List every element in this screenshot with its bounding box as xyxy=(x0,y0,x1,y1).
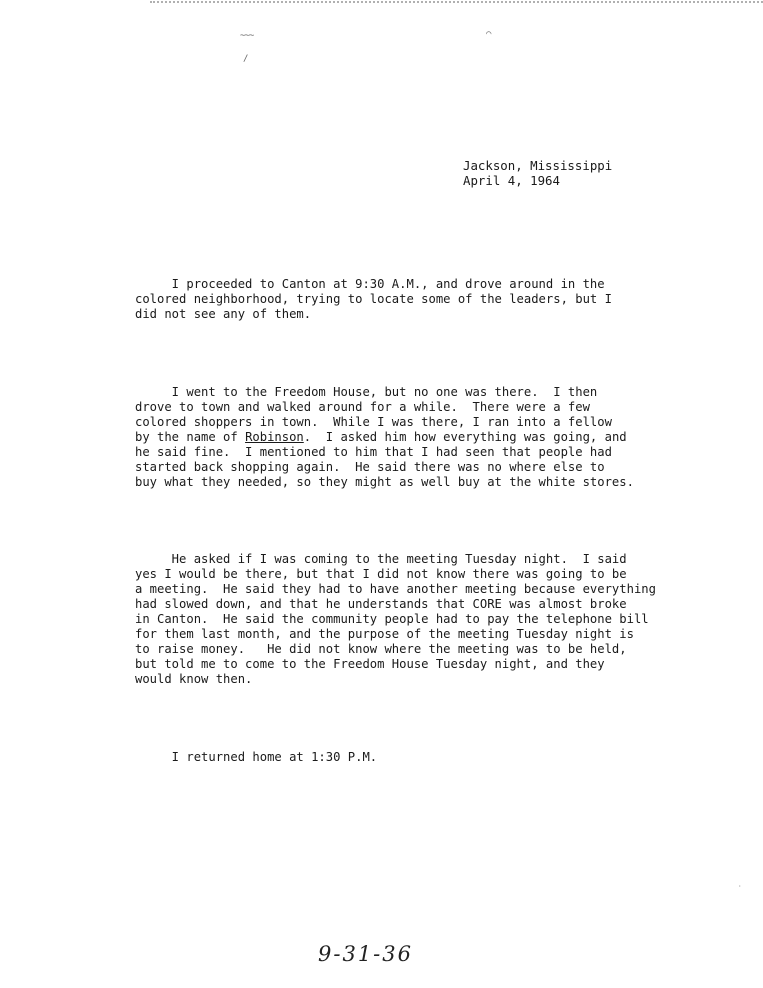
text-fragment: . I asked him how everything was going, and xyxy=(303,430,627,444)
scan-speck: ⌒ xyxy=(486,29,492,39)
text-line: yes I would be there, but that I did not know there was going to be xyxy=(135,567,627,581)
text-fragment: by the name of xyxy=(135,430,246,444)
letter-body xyxy=(135,247,695,780)
page-top-border xyxy=(150,1,763,3)
paragraph xyxy=(135,552,695,687)
dateline-city: Jackson, Mississippi xyxy=(463,158,613,173)
text-line: I went to the Freedom House, but no one was there. I then xyxy=(135,385,598,399)
text-line: for them last month, and the purpose of the meeting Tuesday night is xyxy=(135,627,634,641)
paragraph xyxy=(135,277,695,322)
text-line: colored neighborhood, trying to locate some of the leaders, but I xyxy=(135,292,612,306)
text-line: He asked if I was coming to the meeting Tuesday night. I said xyxy=(135,552,627,566)
scan-speck: / xyxy=(243,54,249,64)
text-line: he said fine. I mentioned to him that I had seen that people had xyxy=(135,445,612,459)
text-line: drove to town and walked around for a while. There were a few xyxy=(135,400,590,414)
text-line: in Canton. He said the community people had to pay the telephone bill xyxy=(135,612,649,626)
text-line: had slowed down, and that he understands that CORE was almost broke xyxy=(135,597,627,611)
text-line: would know then. xyxy=(135,672,253,686)
text-line: a meeting. He said they had to have another meeting because everything xyxy=(135,582,656,596)
text-line: did not see any of them. xyxy=(135,307,312,321)
text-line: colored shoppers in town. While I was there, I ran into a fellow xyxy=(135,415,612,429)
text-line: started back shopping again. He said there was no where else to xyxy=(135,460,605,474)
dateline xyxy=(463,158,612,188)
text-line: but told me to come to the Freedom House Tuesday night, and they xyxy=(135,657,605,671)
underlined-name: Robinson xyxy=(245,430,304,444)
text-line: I returned home at 1:30 P.M. xyxy=(135,750,378,764)
handwritten-file-number: 9-31-36 xyxy=(318,942,413,966)
scan-speck: · xyxy=(738,883,742,890)
scan-speck: ~~~ xyxy=(240,31,254,41)
paragraph xyxy=(135,385,695,490)
text-line: to raise money. He did not know where the meeting was to be held, xyxy=(135,642,627,656)
text-line: buy what they needed, so they might as well buy at the white stores. xyxy=(135,475,634,489)
text-line xyxy=(135,430,695,445)
text-line: I proceeded to Canton at 9:30 A.M., and drove around in the xyxy=(135,277,605,291)
dateline-date: April 4, 1964 xyxy=(463,173,560,188)
paragraph xyxy=(135,750,695,765)
